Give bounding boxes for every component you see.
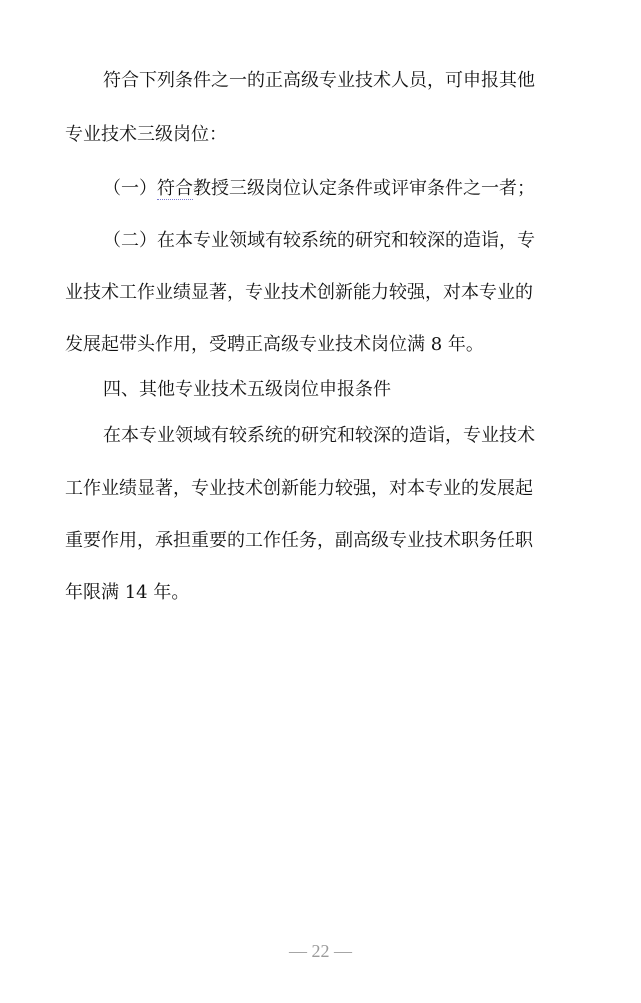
paragraph-line-9: 工作业绩显著，专业技术创新能力较强，对本专业的发展起: [65, 478, 533, 499]
item-one-suffix: 教授三级岗位认定条件或评审条件之一者；: [193, 178, 535, 199]
section-heading: 四、其他专业技术五级岗位申报条件: [103, 379, 391, 400]
paragraph-line-10: 重要作用，承担重要的工作任务，副高级专业技术职务任职: [65, 530, 533, 551]
page-number: — 22 —: [289, 941, 352, 961]
paragraph-line-1: 符合下列条件之一的正高级专业技术人员，可申报其他: [103, 70, 535, 91]
item-one-prefix: （一）: [103, 178, 157, 199]
paragraph-line-4: （二）在本专业领域有较系统的研究和较深的造诣，专: [103, 230, 535, 251]
underlined-text: 符合: [157, 178, 193, 199]
paragraph-line-11: 年限满 14 年。: [65, 582, 190, 603]
paragraph-line-5: 业技术工作业绩显著，专业技术创新能力较强，对本专业的: [65, 282, 533, 303]
paragraph-line-8: 在本专业领域有较系统的研究和较深的造诣，专业技术: [103, 425, 535, 446]
paragraph-line-6: 发展起带头作用，受聘正高级专业技术岗位满 8 年。: [65, 334, 484, 355]
paragraph-line-2: 专业技术三级岗位：: [65, 124, 227, 145]
paragraph-line-3: [103, 177, 641, 201]
